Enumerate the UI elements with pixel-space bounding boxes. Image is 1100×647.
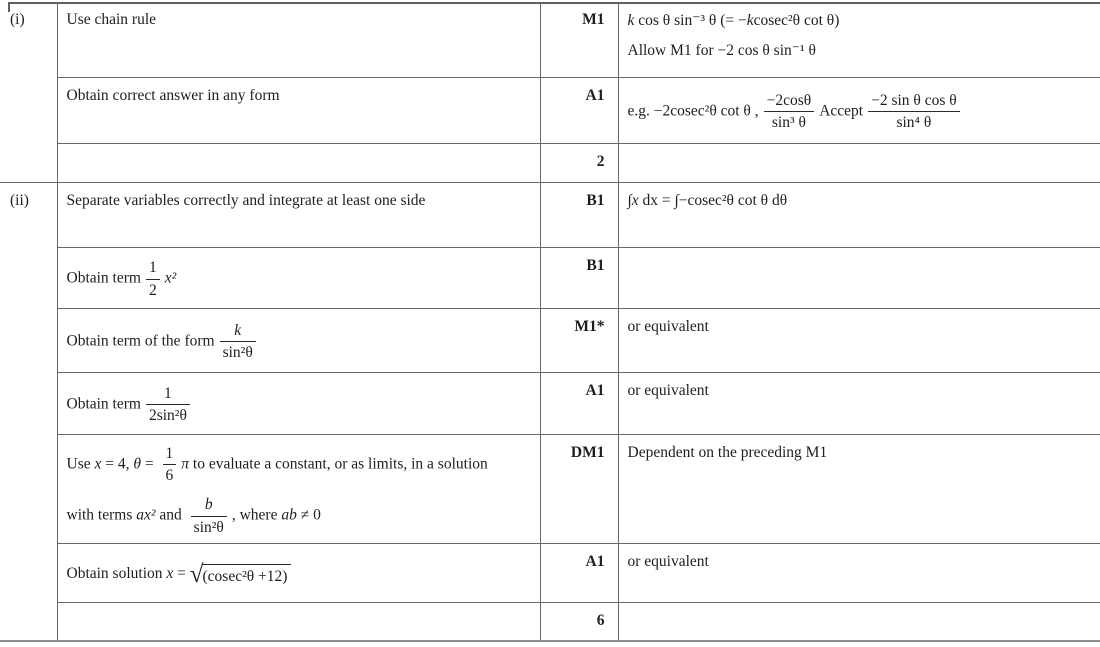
comment-cell: [618, 77, 1100, 143]
fraction-denominator: 2: [146, 279, 160, 300]
mark-cell: [540, 247, 618, 308]
math-text: , where: [231, 506, 282, 524]
math-text: Use: [66, 454, 95, 472]
fraction-numerator: −2cosθ: [766, 91, 812, 109]
comment-cell: [618, 434, 1100, 544]
math-variable: ab: [281, 506, 297, 524]
fraction-numerator: 1: [165, 444, 174, 462]
part-label: (ii): [10, 191, 29, 209]
fraction-numerator: b: [204, 496, 213, 514]
math-variable: x: [166, 565, 174, 583]
mark-code: A1: [585, 381, 605, 399]
mark-code: B1: [586, 256, 605, 274]
mark-code: M1*: [574, 317, 605, 335]
criterion-formula: [67, 444, 532, 486]
math-variable: x: [631, 191, 639, 209]
mark-cell: [540, 182, 618, 247]
table-row: [0, 603, 1100, 641]
fraction-denominator: sin²θ: [220, 341, 256, 362]
math-variable: k: [627, 12, 635, 29]
criterion-text: Separate variables correctly and integrate at least one side: [66, 191, 426, 209]
criterion-formula: [67, 495, 532, 537]
comment-formula: [628, 11, 1093, 30]
fraction-denominator: sin²θ: [191, 516, 227, 537]
table-row: [0, 544, 1100, 603]
table-row: [0, 247, 1100, 308]
criterion-text: to evaluate a constant, or as limits, in a solution: [189, 454, 488, 472]
fraction: [163, 444, 177, 486]
criterion-text: Obtain solution: [66, 565, 167, 583]
comment-text: or equivalent: [627, 381, 709, 399]
math-text: = 4,: [101, 454, 134, 472]
empty-cell: [618, 603, 1100, 641]
part-cell-ii: [0, 182, 57, 641]
criterion-cell: [57, 308, 540, 372]
math-variable: x: [94, 454, 102, 472]
comment-cell: [618, 182, 1100, 247]
mark-cell: [540, 2, 618, 77]
mark-code: A1: [585, 86, 605, 104]
math-variable: θ: [133, 454, 141, 472]
mark-code: M1: [582, 11, 605, 28]
table-row: [0, 143, 1100, 182]
criterion-cell: [57, 372, 540, 434]
fraction-denominator: 2sin²θ: [146, 404, 190, 425]
math-variable: π: [181, 454, 190, 472]
fraction-numerator: 1: [164, 384, 172, 402]
mark-code: B1: [586, 191, 605, 209]
math-text: =: [173, 565, 190, 583]
radical-sign: √: [189, 561, 204, 588]
table-row: [0, 2, 1100, 77]
mark-cell: [540, 603, 618, 641]
fraction: [146, 258, 160, 300]
math-variable: x²: [164, 269, 177, 287]
sqrt-radicand: (cosec²θ +12): [202, 564, 292, 586]
mark-cell: [540, 372, 618, 434]
criterion-cell: [57, 182, 540, 247]
criterion-text: Use chain rule: [66, 11, 157, 28]
criterion-text: Obtain correct answer in any form: [66, 86, 280, 104]
criterion-text: with terms: [66, 506, 137, 524]
empty-cell: [618, 247, 1100, 308]
criterion-text: Obtain term of the form: [66, 332, 215, 350]
comment-text: or equivalent: [627, 553, 709, 570]
math-text: cosec²θ cot θ): [753, 12, 840, 29]
fraction-denominator: sin⁴ θ: [868, 111, 960, 132]
comment-cell: [618, 2, 1100, 77]
empty-cell: [57, 603, 540, 641]
fraction-numerator: 1: [148, 259, 157, 277]
fraction: [764, 91, 815, 133]
fraction-numerator: −2 sin θ cos θ: [871, 91, 957, 109]
table-row: [0, 372, 1100, 434]
fraction: [146, 384, 190, 426]
mark-cell: [540, 544, 618, 603]
comment-text: or equivalent: [627, 317, 709, 335]
empty-cell: [618, 143, 1100, 182]
criterion-text: Obtain term: [66, 395, 141, 413]
mark-cell: [540, 434, 618, 544]
comment-text: Allow M1 for −2 cos θ sin⁻¹ θ: [627, 42, 816, 59]
sqrt-expression: [190, 562, 292, 587]
table-row: [0, 308, 1100, 372]
mark-scheme-table: [0, 2, 1100, 642]
mark-total: 2: [596, 152, 605, 170]
comment-cell: [618, 308, 1100, 372]
criterion-cell: [57, 247, 540, 308]
mark-code: DM1: [570, 443, 605, 461]
mark-cell: [540, 143, 618, 182]
fraction-numerator: k: [234, 321, 242, 339]
table-row: [0, 77, 1100, 143]
integral-sign: ∫: [627, 191, 632, 209]
comment-text: Accept: [819, 102, 864, 120]
comment-text: Dependent on the preceding M1: [627, 443, 828, 461]
comment-cell: [618, 544, 1100, 603]
fraction: [191, 495, 227, 537]
fraction: [220, 321, 256, 363]
table-row: [0, 434, 1100, 544]
mark-cell: [540, 308, 618, 372]
fraction-denominator: sin³ θ: [764, 111, 815, 132]
mark-cell: [540, 77, 618, 143]
math-text: dx = ∫−cosec²θ cot θ dθ: [638, 191, 788, 209]
part-cell-i: [0, 2, 57, 182]
criterion-cell: [57, 77, 540, 143]
math-variable: k: [746, 12, 754, 29]
fraction-denominator: 6: [163, 464, 177, 485]
table-row: [0, 182, 1100, 247]
mark-code: A1: [585, 553, 605, 570]
math-text: =: [141, 454, 158, 472]
comment-text: e.g. −2cosec²θ cot θ ,: [627, 102, 759, 120]
fraction: [868, 91, 960, 133]
mark-total: 6: [596, 612, 605, 629]
criterion-text: Obtain term: [66, 269, 141, 287]
criterion-cell: [57, 2, 540, 77]
criterion-cell: [57, 434, 540, 544]
criterion-cell: [57, 544, 540, 603]
math-text: ≠ 0: [296, 506, 321, 524]
math-text: and: [155, 506, 186, 524]
part-label: (i): [10, 11, 25, 28]
comment-cell: [618, 372, 1100, 434]
empty-cell: [57, 143, 540, 182]
math-text: cos θ sin⁻³ θ (= −: [634, 12, 747, 29]
math-variable: ax²: [136, 506, 156, 524]
